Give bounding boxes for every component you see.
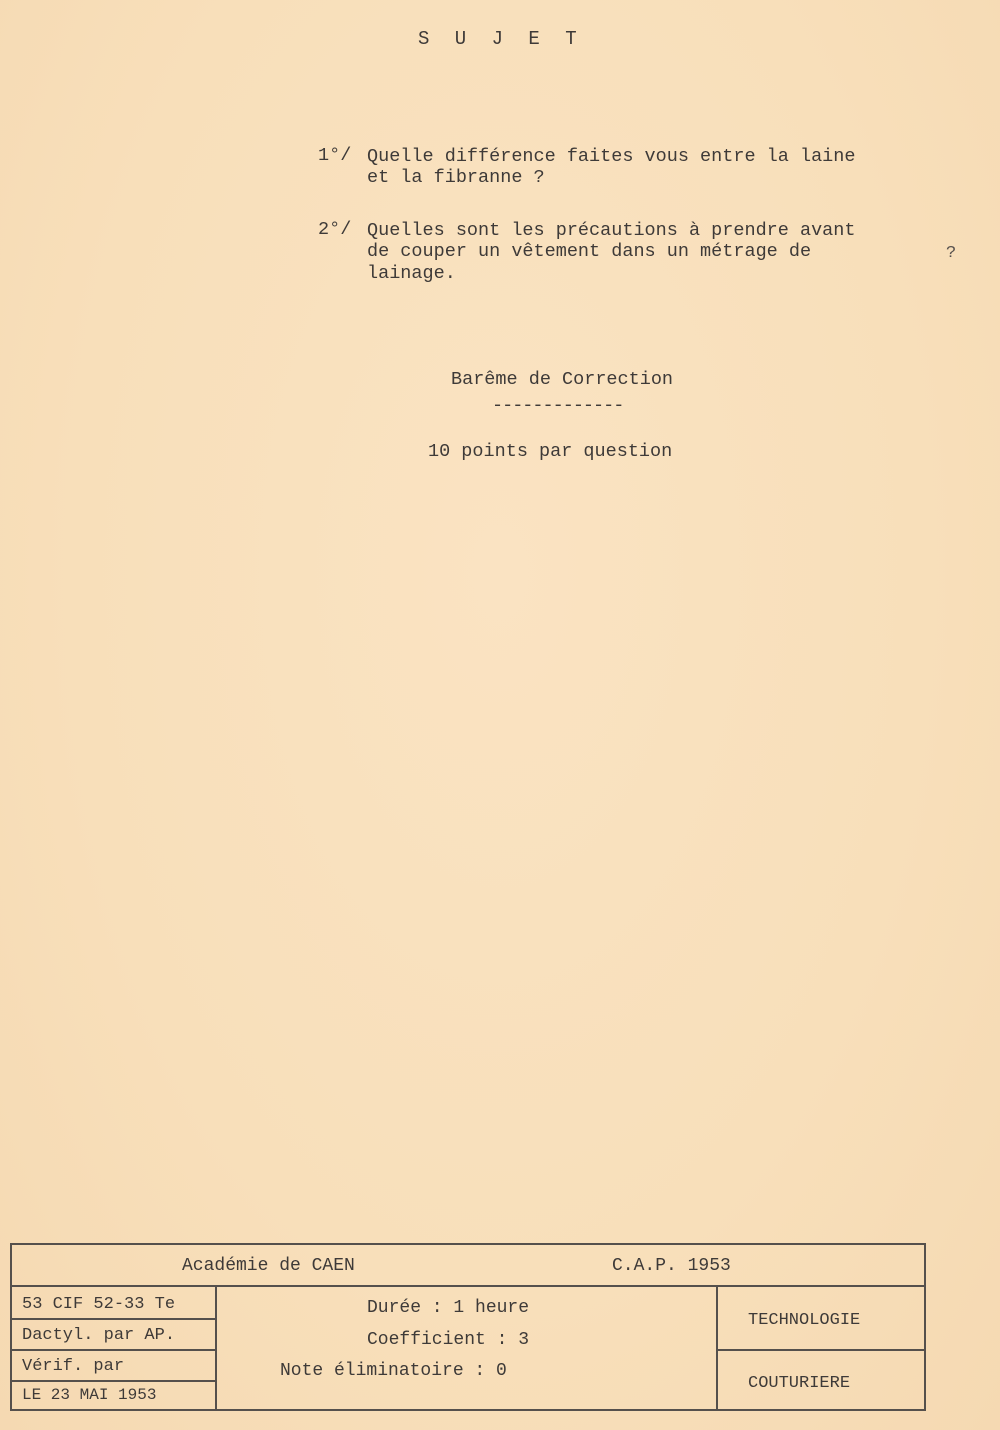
academie-label: Académie de CAEN bbox=[182, 1256, 355, 1276]
table-divider bbox=[717, 1349, 924, 1351]
table-divider bbox=[12, 1349, 216, 1351]
reference-code: 53 CIF 52-33 Te bbox=[22, 1295, 176, 1314]
table-divider bbox=[12, 1285, 924, 1287]
question-2-line-3: lainage. bbox=[367, 263, 456, 284]
question-2-number: 2°/ bbox=[318, 219, 352, 240]
cap-year-label: C.A.P. 1953 bbox=[612, 1256, 731, 1276]
margin-question-mark: ? bbox=[946, 244, 957, 263]
question-2-line-2: de couper un vêtement dans un métrage de bbox=[367, 241, 812, 262]
table-divider bbox=[215, 1287, 217, 1409]
table-divider bbox=[716, 1287, 718, 1409]
subject-label: TECHNOLOGIE bbox=[748, 1311, 861, 1330]
date-stamp: LE 23 MAI 1953 bbox=[22, 1386, 157, 1404]
page-title: S U J E T bbox=[418, 28, 584, 50]
bareme-title: Barême de Correction bbox=[451, 369, 674, 390]
exam-info-table bbox=[10, 1243, 926, 1411]
table-divider bbox=[12, 1318, 216, 1320]
typed-by: Dactyl. par AP. bbox=[22, 1326, 176, 1345]
coefficient: Coefficient : 3 bbox=[367, 1330, 530, 1350]
bareme-separator: ------------- bbox=[492, 395, 624, 416]
bareme-points: 10 points par question bbox=[428, 441, 673, 462]
trade-label: COUTURIERE bbox=[748, 1374, 851, 1393]
eliminatory-note: Note éliminatoire : 0 bbox=[280, 1361, 507, 1381]
question-1-number: 1°/ bbox=[318, 145, 352, 166]
duration: Durée : 1 heure bbox=[367, 1298, 530, 1318]
verified-by: Vérif. par bbox=[22, 1357, 125, 1376]
question-1-line-1: Quelle différence faites vous entre la laine bbox=[367, 146, 856, 167]
question-1-line-2: et la fibranne ? bbox=[367, 167, 545, 188]
table-divider bbox=[12, 1380, 216, 1382]
question-2-line-1: Quelles sont les précautions à prendre avant bbox=[367, 220, 856, 241]
